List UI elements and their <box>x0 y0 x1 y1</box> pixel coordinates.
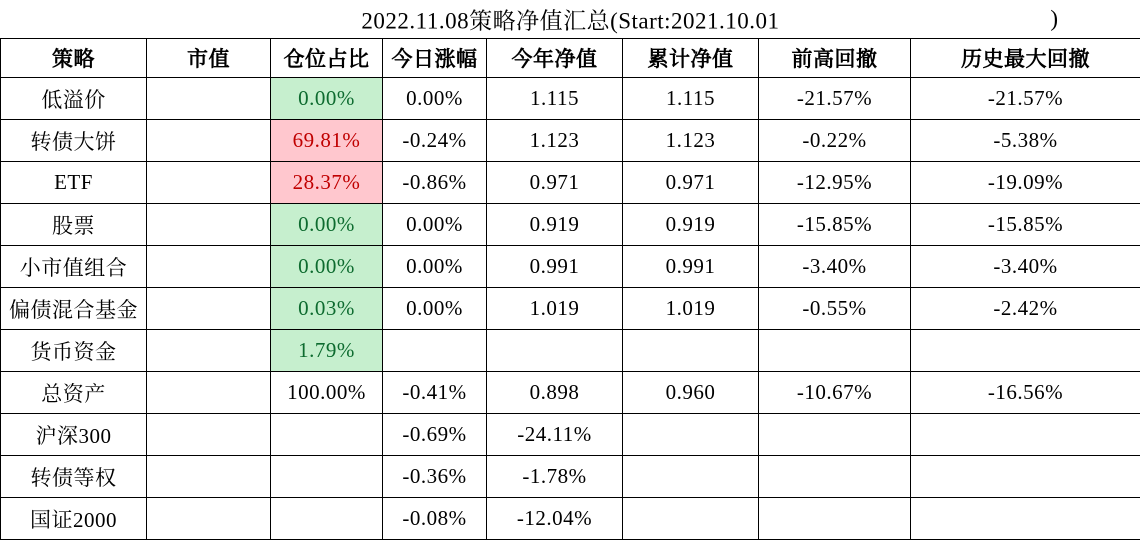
cell-year-nav: 0.991 <box>487 246 623 288</box>
row-label: 股票 <box>1 204 147 246</box>
cell-max-drawdown: -15.85% <box>911 204 1140 246</box>
cell-year-nav: 1.123 <box>487 120 623 162</box>
title-row <box>1 0 1140 39</box>
cell-today-change: 0.00% <box>383 246 487 288</box>
cell-position-ratio: 69.81% <box>271 120 383 162</box>
row-label: 国证2000 <box>1 498 147 540</box>
table-row <box>1 162 1140 204</box>
cell-market-value <box>147 414 271 456</box>
cell-drawdown-from-high: -12.95% <box>759 162 911 204</box>
cell-max-drawdown <box>911 414 1140 456</box>
cell-cumulative-nav: 0.960 <box>623 372 759 414</box>
cell-cumulative-nav <box>623 498 759 540</box>
cell-market-value <box>147 372 271 414</box>
cell-cumulative-nav <box>623 330 759 372</box>
cell-position-ratio: 100.00% <box>271 372 383 414</box>
cell-position-ratio: 28.37% <box>271 162 383 204</box>
cell-today-change: -0.08% <box>383 498 487 540</box>
cell-cumulative-nav <box>623 456 759 498</box>
cell-today-change: 0.00% <box>383 288 487 330</box>
cell-market-value <box>147 330 271 372</box>
cell-today-change: 0.00% <box>383 78 487 120</box>
column-header-market-value: 市值 <box>147 39 271 78</box>
row-label: 偏债混合基金 <box>1 288 147 330</box>
cell-cumulative-nav: 1.123 <box>623 120 759 162</box>
cell-drawdown-from-high <box>759 498 911 540</box>
cell-market-value <box>147 246 271 288</box>
table-row <box>1 78 1140 120</box>
cell-year-nav: 1.019 <box>487 288 623 330</box>
cell-max-drawdown: -2.42% <box>911 288 1140 330</box>
cell-year-nav <box>487 330 623 372</box>
row-label: 转债大饼 <box>1 120 147 162</box>
column-header-year-nav: 今年净值 <box>487 39 623 78</box>
cell-cumulative-nav: 1.115 <box>623 78 759 120</box>
title-cell <box>1 0 1140 39</box>
cell-today-change: -0.24% <box>383 120 487 162</box>
table-row <box>1 330 1140 372</box>
column-header-strategy: 策略 <box>1 39 147 78</box>
cell-cumulative-nav: 0.971 <box>623 162 759 204</box>
cell-today-change: -0.36% <box>383 456 487 498</box>
cell-market-value <box>147 162 271 204</box>
cell-max-drawdown <box>911 330 1140 372</box>
column-header-drawdown-from-high: 前高回撤 <box>759 39 911 78</box>
row-label: 转债等权 <box>1 456 147 498</box>
column-header-cumulative-nav: 累计净值 <box>623 39 759 78</box>
cell-year-nav: 0.971 <box>487 162 623 204</box>
row-label: ETF <box>1 162 147 204</box>
table-row <box>1 120 1140 162</box>
cell-position-ratio: 1.79% <box>271 330 383 372</box>
cell-drawdown-from-high: -15.85% <box>759 204 911 246</box>
cell-market-value <box>147 120 271 162</box>
cell-year-nav: -24.11% <box>487 414 623 456</box>
title-closing-paren: ) <box>1050 6 1058 32</box>
cell-max-drawdown <box>911 456 1140 498</box>
cell-today-change <box>383 330 487 372</box>
row-label: 总资产 <box>1 372 147 414</box>
cell-market-value <box>147 288 271 330</box>
cell-drawdown-from-high <box>759 414 911 456</box>
cell-market-value <box>147 204 271 246</box>
cell-market-value <box>147 498 271 540</box>
cell-today-change: -0.86% <box>383 162 487 204</box>
cell-max-drawdown: -19.09% <box>911 162 1140 204</box>
row-label: 小市值组合 <box>1 246 147 288</box>
cell-market-value <box>147 78 271 120</box>
table-row <box>1 204 1140 246</box>
cell-cumulative-nav: 0.991 <box>623 246 759 288</box>
column-header-position-ratio: 仓位占比 <box>271 39 383 78</box>
cell-cumulative-nav: 1.019 <box>623 288 759 330</box>
cell-year-nav: 1.115 <box>487 78 623 120</box>
cell-drawdown-from-high: -10.67% <box>759 372 911 414</box>
cell-position-ratio <box>271 414 383 456</box>
cell-position-ratio: 0.00% <box>271 204 383 246</box>
cell-drawdown-from-high <box>759 330 911 372</box>
table-row <box>1 498 1140 540</box>
cell-cumulative-nav: 0.919 <box>623 204 759 246</box>
table-header-row <box>1 39 1140 78</box>
cell-max-drawdown <box>911 498 1140 540</box>
table-row <box>1 456 1140 498</box>
cell-position-ratio: 0.00% <box>271 246 383 288</box>
cell-drawdown-from-high: -0.55% <box>759 288 911 330</box>
cell-year-nav: 0.919 <box>487 204 623 246</box>
row-label: 沪深300 <box>1 414 147 456</box>
cell-cumulative-nav <box>623 414 759 456</box>
cell-year-nav: 0.898 <box>487 372 623 414</box>
cell-position-ratio: 0.03% <box>271 288 383 330</box>
cell-position-ratio <box>271 456 383 498</box>
cell-today-change: -0.41% <box>383 372 487 414</box>
cell-drawdown-from-high: -21.57% <box>759 78 911 120</box>
cell-market-value <box>147 456 271 498</box>
table-row <box>1 288 1140 330</box>
cell-drawdown-from-high: -3.40% <box>759 246 911 288</box>
cell-max-drawdown: -21.57% <box>911 78 1140 120</box>
page-title: 2022.11.08策略净值汇总(Start:2021.10.01 <box>1 3 1140 36</box>
column-header-today-change: 今日涨幅 <box>383 39 487 78</box>
cell-drawdown-from-high: -0.22% <box>759 120 911 162</box>
table-row <box>1 246 1140 288</box>
row-label: 低溢价 <box>1 78 147 120</box>
cell-position-ratio <box>271 498 383 540</box>
cell-drawdown-from-high <box>759 456 911 498</box>
cell-today-change: -0.69% <box>383 414 487 456</box>
row-label: 货币资金 <box>1 330 147 372</box>
table-row <box>1 414 1140 456</box>
cell-today-change: 0.00% <box>383 204 487 246</box>
cell-max-drawdown: -3.40% <box>911 246 1140 288</box>
cell-year-nav: -1.78% <box>487 456 623 498</box>
cell-year-nav: -12.04% <box>487 498 623 540</box>
cell-max-drawdown: -5.38% <box>911 120 1140 162</box>
cell-max-drawdown: -16.56% <box>911 372 1140 414</box>
column-header-max-drawdown: 历史最大回撤 <box>911 39 1140 78</box>
table-row <box>1 372 1140 414</box>
cell-position-ratio: 0.00% <box>271 78 383 120</box>
